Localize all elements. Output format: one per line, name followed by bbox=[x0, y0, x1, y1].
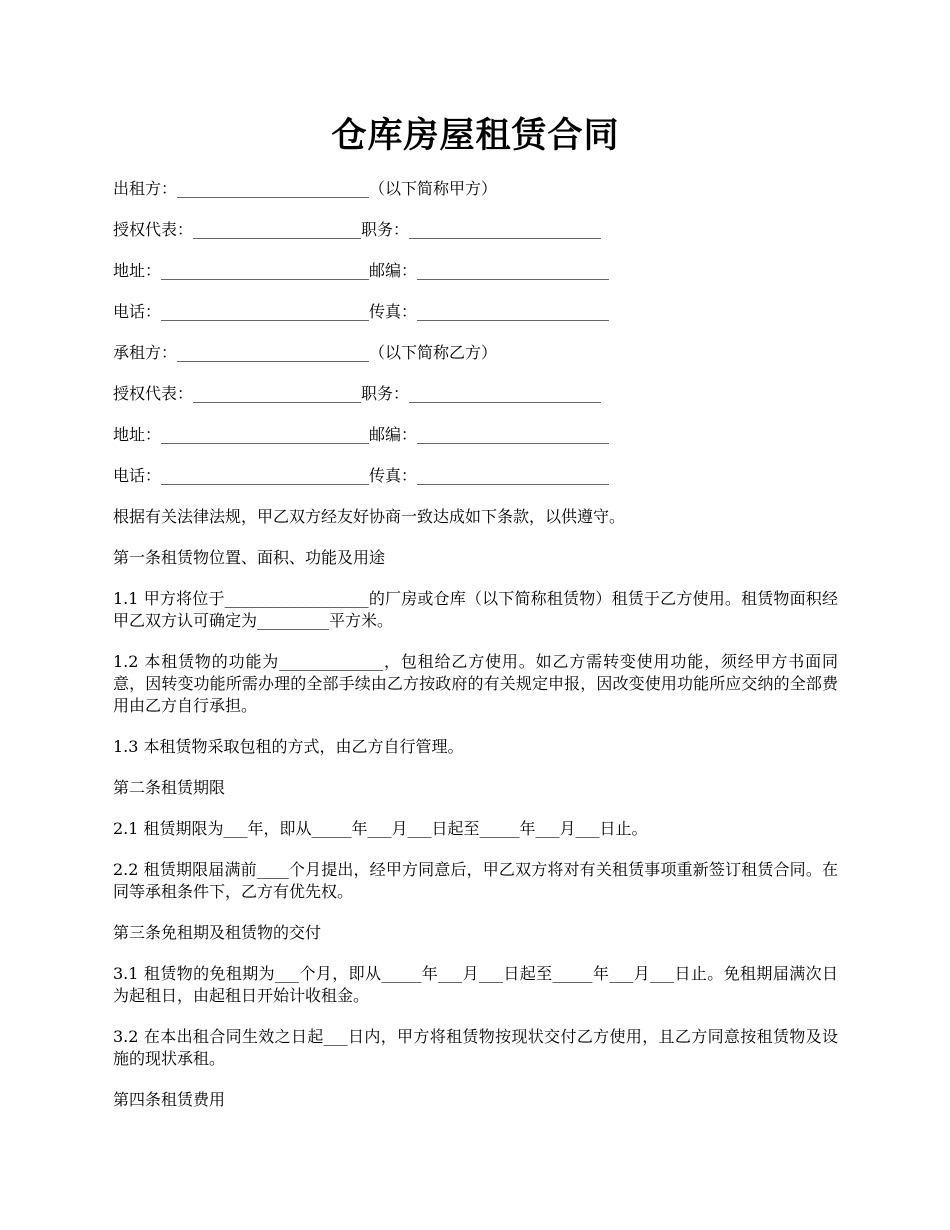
party-b-name: 承租方：________________________（以下简称乙方） bbox=[113, 343, 498, 362]
party-a-phone: 电话：__________________________传真：________________________ bbox=[113, 302, 610, 321]
article-1-heading: 第一条租赁物位置、面积、功能及用途 bbox=[113, 548, 386, 567]
clause-3-1: 3.1 租赁物的免租期为___个月，即从_____年___月___日起至_____年___月___日止。免租期届满次日为起租日，由起租日开始计收租金。 bbox=[113, 964, 838, 1005]
article-4-heading: 第四条租赁费用 bbox=[113, 1090, 226, 1109]
party-a-name: 出租方：________________________（以下简称甲方） bbox=[113, 179, 498, 198]
article-2-heading: 第二条租赁期限 bbox=[113, 778, 226, 797]
document-body bbox=[113, 178, 838, 1130]
article-3-heading: 第三条免租期及租赁物的交付 bbox=[113, 923, 322, 942]
clause-1-2: 1.2 本租赁物的功能为_____________，包租给乙方使用。如乙方需转变使用功能，须经甲方书面同意，因转变功能所需办理的全部手续由乙方按政府的有关规定申报，因改变使用功能所应交纳的全部费用由乙方自行承担。 bbox=[113, 652, 838, 715]
party-a-representative: 授权代表：_____________________职务：________________________ bbox=[113, 220, 602, 239]
party-b-address: 地址：__________________________邮编：________________________ bbox=[113, 425, 610, 444]
party-b-phone: 电话：__________________________传真：________________________ bbox=[113, 466, 610, 485]
preamble: 根据有关法律法规，甲乙双方经友好协商一致达成如下条款，以供遵守。 bbox=[113, 507, 626, 526]
party-a-address: 地址：__________________________邮编：________________________ bbox=[113, 261, 610, 280]
clause-3-2: 3.2 在本出租合同生效之日起___日内，甲方将租赁物按现状交付乙方使用，且乙方同意按租赁物及设施的现状承租。 bbox=[113, 1027, 838, 1068]
party-b-representative: 授权代表：_____________________职务：________________________ bbox=[113, 384, 602, 403]
clause-2-2: 2.2 租赁期限届满前____个月提出，经甲方同意后，甲乙双方将对有关租赁事项重新签订租赁合同。在同等承租条件下，乙方有优先权。 bbox=[113, 860, 838, 901]
clause-1-3: 1.3 本租赁物采取包租的方式，由乙方自行管理。 bbox=[113, 737, 464, 756]
clause-2-1: 2.1 租赁期限为___年，即从_____年___月___日起至_____年___月___日止。 bbox=[113, 819, 648, 838]
clause-1-1: 1.1 甲方将位于__________________的厂房或仓库（以下简称租赁物）租赁于乙方使用。租赁物面积经甲乙双方认可确定为_________平方米。 bbox=[113, 589, 838, 630]
document-title: 仓库房屋租赁合同 bbox=[331, 115, 620, 156]
